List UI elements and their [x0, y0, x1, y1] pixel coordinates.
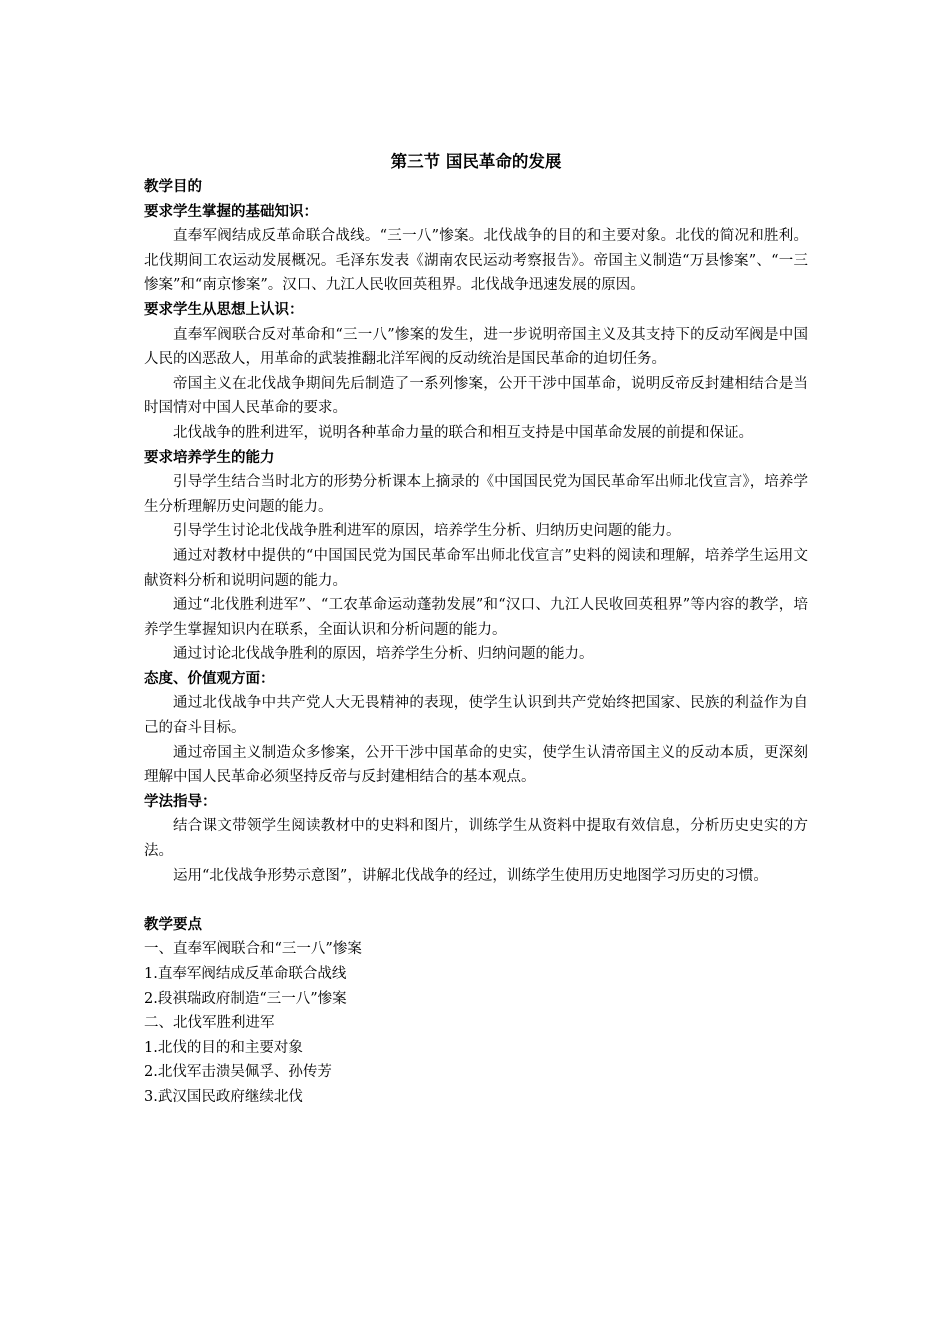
abilities-paragraph-3: 通过对教材中提供的“中国国民党为国民革命军出师北伐宣言”史料的阅读和理解，培养学生运用文献资料分析和说明问题的能力。 [144, 547, 808, 589]
ideological-paragraph-1: 直奉军阀联合反对革命和“三一八”惨案的发生，进一步说明帝国主义及其支持下的反动军阀是中国人民的凶恶敌人，用革命的武装推翻北洋军阀的反动统治是国民革命的迫切任务。 [144, 326, 808, 368]
key-point-line: 2.北伐军击溃吴佩孚、孙传芳 [144, 1064, 332, 1081]
ideological-heading: 要求学生从思想上认识： [144, 300, 304, 318]
key-point-line: 1.直奉军阀结成反革命联合战线 [144, 966, 347, 982]
abilities-paragraph-4: 通过“北伐胜利进军”、“工农革命运动蓬勃发展”和“汉口、九江人民收回英租界”等内容的教学，培养学生掌握知识内在联系，全面认识和分析问题的能力。 [144, 597, 808, 638]
section-spacer [144, 888, 808, 913]
method-paragraph-2: 运用“北伐战争形势示意图”，讲解北伐战争的经过，训练学生使用历史地图学习历史的习惯。 [173, 867, 768, 884]
key-point-line: 二、北伐军胜利进军 [144, 1015, 275, 1032]
basic-knowledge-paragraph: 直奉军阀结成反革命联合战线。“三一八”惨案。北伐战争的目的和主要对象。北伐的简况和胜利。北伐期间工农运动发展概况。毛泽东发表《湖南农民运动考察报告》。帝国主义制造“万县惨案”、“一三惨案”和“南京惨案”。汉口、九江人民收回英租界。北伐战争迅速发展的原因。 [144, 228, 808, 294]
abilities-paragraph-5: 通过讨论北伐战争胜利的原因，培养学生分析、归纳问题的能力。 [173, 646, 594, 663]
basic-knowledge-heading: 要求学生掌握的基础知识： [144, 202, 318, 220]
attitude-paragraph-2: 通过帝国主义制造众多惨案，公开干涉中国革命的史实，使学生认清帝国主义的反动本质，更深刻理解中国人民革命必须坚持反帝与反封建相结合的基本观点。 [144, 744, 808, 786]
document-body [144, 148, 808, 1110]
key-point-line: 2.段祺瑞政府制造“三一八”惨案 [144, 990, 347, 1007]
key-point-line: 3.武汉国民政府继续北伐 [144, 1088, 303, 1105]
method-paragraph-1: 结合课文带领学生阅读教材中的史料和图片，训练学生从资料中提取有效信息，分析历史史实的方法。 [144, 818, 808, 860]
abilities-paragraph-2: 引导学生讨论北伐战争胜利进军的原因，培养学生分析、归纳历史问题的能力。 [173, 523, 681, 540]
key-point-line: 1.北伐的目的和主要对象 [144, 1039, 303, 1056]
attitude-paragraph-1: 通过北伐战争中共产党人大无畏精神的表现，使学生认识到共产党始终把国家、民族的利益作为自己的奋斗目标。 [144, 695, 808, 737]
page-title: 第三节 国民革命的发展 [390, 152, 562, 171]
attitude-heading: 态度、价值观方面： [144, 669, 275, 687]
key-point-line: 一、直奉军阀联合和“三一八”惨案 [144, 941, 362, 958]
ideological-paragraph-3: 北伐战争的胜利进军，说明各种革命力量的联合和相互支持是中国革命发展的前提和保证。 [173, 424, 753, 441]
method-heading: 学法指导： [144, 792, 217, 810]
abilities-heading: 要求培养学生的能力 [144, 448, 275, 466]
abilities-paragraph-1: 引导学生结合当时北方的形势分析课本上摘录的《中国国民党为国民革命军出师北伐宣言》，培养学生分析理解历史问题的能力。 [144, 474, 808, 515]
objectives-heading: 教学目的 [144, 178, 202, 195]
ideological-paragraph-2: 帝国主义在北伐战争期间先后制造了一系列惨案，公开干涉中国革命，说明反帝反封建相结合是当时国情对中国人民革命的要求。 [144, 375, 808, 417]
key-points-heading: 教学要点 [144, 915, 202, 933]
